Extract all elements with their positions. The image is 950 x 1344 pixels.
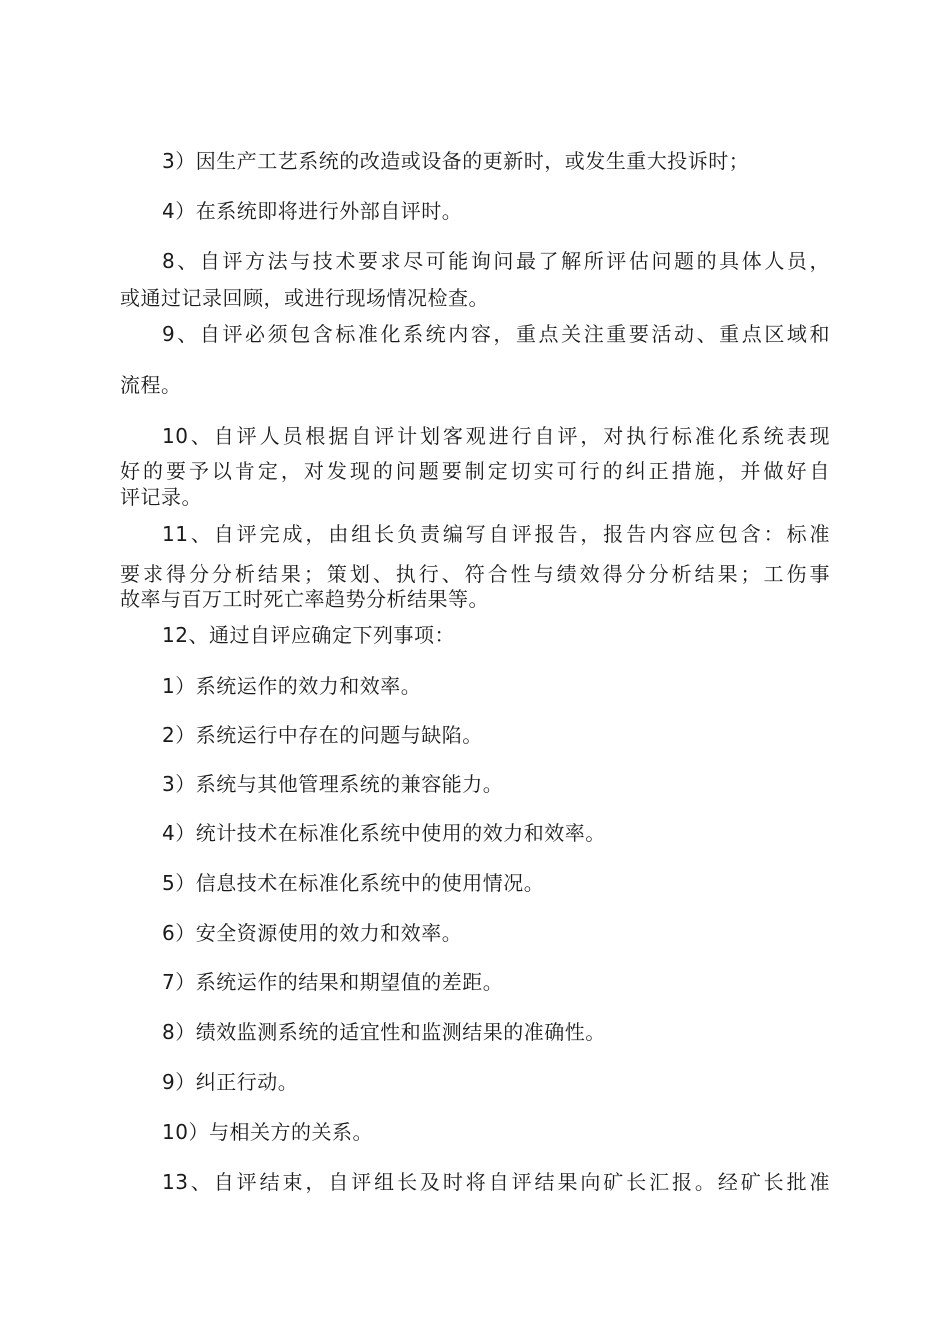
text-line: 12、通过自评应确定下列事项： <box>162 623 455 647</box>
text-line: 评记录。 <box>120 485 202 509</box>
text-line: 11、自评完成，由组长负责编写自评报告，报告内容应包含：标准 <box>162 522 830 546</box>
text-line: 或通过记录回顾，或进行现场情况检查。 <box>120 286 489 310</box>
text-line: 2）系统运行中存在的问题与缺陷。 <box>162 723 483 747</box>
text-line: 3）因生产工艺系统的改造或设备的更新时，或发生重大投诉时； <box>162 149 750 173</box>
text-line: 9）纠正行动。 <box>162 1070 299 1094</box>
text-line: 4）在系统即将进行外部自评时。 <box>162 199 463 223</box>
text-line: 13、自评结束，自评组长及时将自评结果向矿长汇报。经矿长批准 <box>162 1170 830 1194</box>
text-line: 4）统计技术在标准化系统中使用的效力和效率。 <box>162 821 606 845</box>
text-line: 8、自评方法与技术要求尽可能询问最了解所评估问题的具体人员， <box>162 249 830 273</box>
text-line: 5）信息技术在标准化系统中的使用情况。 <box>162 871 545 895</box>
text-line: 流程。 <box>120 373 182 397</box>
text-line: 1）系统运作的效力和效率。 <box>162 674 422 698</box>
text-line: 10、自评人员根据自评计划客观进行自评，对执行标准化系统表现 <box>162 424 830 448</box>
text-line: 8）绩效监测系统的适宜性和监测结果的准确性。 <box>162 1020 606 1044</box>
text-line: 6）安全资源使用的效力和效率。 <box>162 921 463 945</box>
text-line: 10）与相关方的关系。 <box>162 1120 373 1144</box>
text-line: 好的要予以肯定，对发现的问题要制定切实可行的纠正措施，并做好自 <box>120 459 830 483</box>
text-line: 7）系统运作的结果和期望值的差距。 <box>162 970 504 994</box>
text-line: 3）系统与其他管理系统的兼容能力。 <box>162 772 504 796</box>
text-line: 要求得分分析结果；策划、执行、符合性与绩效得分分析结果；工伤事 <box>120 562 830 586</box>
text-line: 9、自评必须包含标准化系统内容，重点关注重要活动、重点区域和 <box>162 322 830 346</box>
text-line: 故率与百万工时死亡率趋势分析结果等。 <box>120 587 489 611</box>
